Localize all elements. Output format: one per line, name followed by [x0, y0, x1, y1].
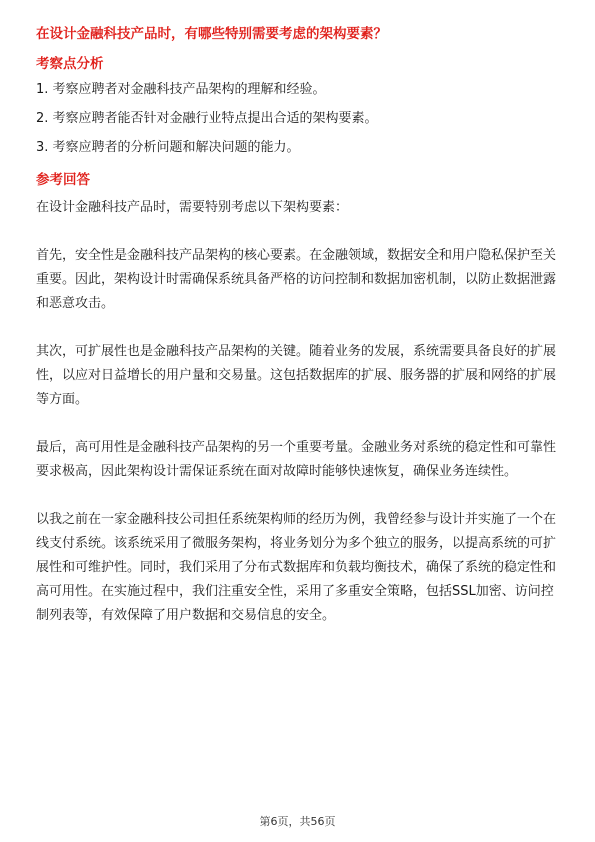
answer-paragraph-availability: 最后，高可用性是金融科技产品架构的另一个重要考量。金融业务对系统的稳定性和可靠性要求极高，因此架构设计需保证系统在面对故障时能够快速恢复，确保业务连续性。	[36, 440, 557, 479]
answer-paragraph-experience: 以我之前在一家金融科技公司担任系统架构师的经历为例，我曾经参与设计并实施了一个在线支付系统。该系统采用了微服务架构，将业务划分为多个独立的服务，以提高系统的可扩展性和可维护性。同时，我们采用了分布式数据库和负载均衡技术，确保了系统的稳定性和高可用性。在实施过程中，我们注重安全性，采用了多重安全策略，包括SSL加密、访问控制列表等，有效保障了用户数据和交易信息的安全。	[36, 512, 557, 623]
assessment-point-1: 1. 考察应聘者对金融科技产品架构的理解和经验。	[36, 82, 326, 97]
assessment-point-3: 3. 考察应聘者的分析问题和解决问题的能力。	[36, 140, 300, 155]
question-title: 在设计金融科技产品时，有哪些特别需要考虑的架构要素？	[36, 26, 387, 42]
answer-paragraph-security: 首先，安全性是金融科技产品架构的核心要素。在金融领域，数据安全和用户隐私保护至关重要。因此，架构设计时需确保系统具备严格的访问控制和数据加密机制，以防止数据泄露和恶意攻击。	[36, 248, 557, 311]
document-content	[36, 24, 560, 628]
assessment-point-2: 2. 考察应聘者能否针对金融行业特点提出合适的架构要素。	[36, 111, 378, 126]
answer-heading: 参考回答	[36, 172, 90, 188]
answer-intro: 在设计金融科技产品时，需要特别考虑以下架构要素：	[36, 200, 349, 215]
answer-paragraph-scalability: 其次，可扩展性也是金融科技产品架构的关键。随着业务的发展，系统需要具备良好的扩展性，以应对日益增长的用户量和交易量。这包括数据库的扩展、服务器的扩展和网络的扩展等方面。	[36, 344, 557, 407]
assessment-points	[36, 80, 560, 158]
page-indicator: 第6页，共56页	[259, 815, 336, 828]
assessment-heading: 考察点分析	[36, 56, 104, 72]
